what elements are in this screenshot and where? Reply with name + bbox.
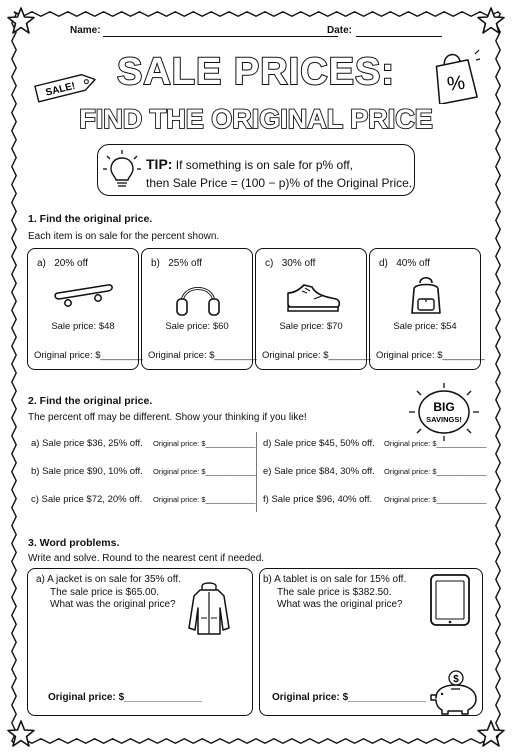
card-original-price[interactable]: Original price: $________	[262, 350, 371, 361]
date-label: Date:	[327, 25, 353, 36]
tablet-icon	[428, 572, 472, 628]
answer-2e[interactable]: Original price: $____________	[384, 467, 487, 476]
item-card-b	[141, 248, 257, 370]
tip-text	[146, 155, 412, 192]
problem-2e: e) Sale price $84, 30% off.	[263, 466, 375, 477]
card-sale-price: Sale price: $48	[51, 321, 115, 332]
name-label: Name:	[70, 25, 101, 36]
skateboard-icon	[52, 271, 116, 319]
lightbulb-icon	[101, 148, 143, 194]
card-sale-price: Sale price: $54	[393, 321, 457, 332]
word-problem-a-text: a) A jacket is on sale for 35% off. The sale price is $65.00. What was the original price?	[36, 574, 181, 610]
big-savings-badge	[405, 381, 483, 443]
answer-2a[interactable]: Original price: $____________	[153, 439, 256, 448]
item-card-a	[27, 248, 143, 370]
jacket-icon	[186, 582, 232, 638]
card-sale-price: Sale price: $70	[279, 321, 343, 332]
card-original-price[interactable]: Original price: $________	[148, 350, 257, 361]
problem-2c: c) Sale price $72, 20% off.	[31, 494, 143, 505]
shopping-bag-icon	[428, 46, 480, 104]
star-icon	[476, 719, 506, 749]
bag-percent: %	[445, 71, 467, 96]
date-field-line[interactable]	[356, 36, 442, 37]
answer-3a[interactable]: Original price: $______________	[48, 692, 202, 703]
section-3-subtitle: Write and solve. Round to the nearest cent if needed.	[28, 553, 265, 564]
tip-line-2: then Sale Price = (100 − p)% of the Original Price.	[146, 176, 413, 190]
section-1-title: 1. Find the original price.	[28, 213, 153, 225]
card-percent-off: b) 25% off	[151, 258, 202, 269]
title-line-2: FIND THE ORIGINAL PRICE	[79, 104, 433, 134]
card-percent-off: c) 30% off	[265, 258, 316, 269]
star-icon	[6, 6, 36, 36]
tip-label: TIP:	[146, 156, 173, 172]
answer-2c[interactable]: Original price: $____________	[153, 495, 256, 504]
problem-2f: f) Sale price $96, 40% off.	[263, 494, 373, 505]
answer-2d[interactable]: Original price: $____________	[384, 439, 487, 448]
headphones-icon	[166, 271, 230, 319]
title-line-1: SALE PRICES:	[116, 51, 396, 93]
name-field-line[interactable]	[103, 36, 338, 37]
answer-2b[interactable]: Original price: $____________	[153, 467, 256, 476]
star-icon	[6, 719, 36, 749]
backpack-icon	[394, 271, 458, 319]
problem-2a: a) Sale price $36, 25% off.	[31, 438, 143, 449]
section-3-title: 3. Word problems.	[28, 537, 120, 549]
section-2-subtitle: The percent off may be different. Show your thinking if you like!	[28, 412, 307, 423]
problem-2d: d) Sale price $45, 50% off.	[263, 438, 375, 449]
item-card-c	[255, 248, 371, 370]
section-2-divider	[256, 432, 257, 512]
card-original-price[interactable]: Original price: $________	[34, 350, 143, 361]
star-icon	[476, 6, 506, 36]
sneaker-icon	[280, 271, 344, 319]
coin-symbol: $	[453, 674, 459, 685]
sale-tag-text: SALE!	[44, 80, 77, 99]
problem-2b: b) Sale price $90, 10% off.	[31, 466, 143, 477]
badge-big: BIG	[433, 400, 455, 414]
piggy-bank-icon	[426, 668, 480, 716]
answer-2f[interactable]: Original price: $____________	[384, 495, 487, 504]
card-percent-off: a) 20% off	[37, 258, 88, 269]
badge-savings: SAVINGS!	[426, 415, 462, 424]
tip-line-1: If something is on sale for p% off,	[175, 158, 354, 172]
section-2-title: 2. Find the original price.	[28, 395, 153, 407]
page-title	[60, 48, 452, 140]
card-sale-price: Sale price: $60	[165, 321, 229, 332]
sale-tag-icon	[30, 70, 100, 104]
card-original-price[interactable]: Original price: $________	[376, 350, 485, 361]
answer-3b[interactable]: Original price: $______________	[272, 692, 426, 703]
section-1-subtitle: Each item is on sale for the percent shown.	[28, 231, 220, 242]
word-problem-b-text: b) A tablet is on sale for 15% off. The sale price is $382.50. What was the original price?	[263, 574, 407, 610]
item-card-d	[369, 248, 485, 370]
card-percent-off: d) 40% off	[379, 258, 430, 269]
